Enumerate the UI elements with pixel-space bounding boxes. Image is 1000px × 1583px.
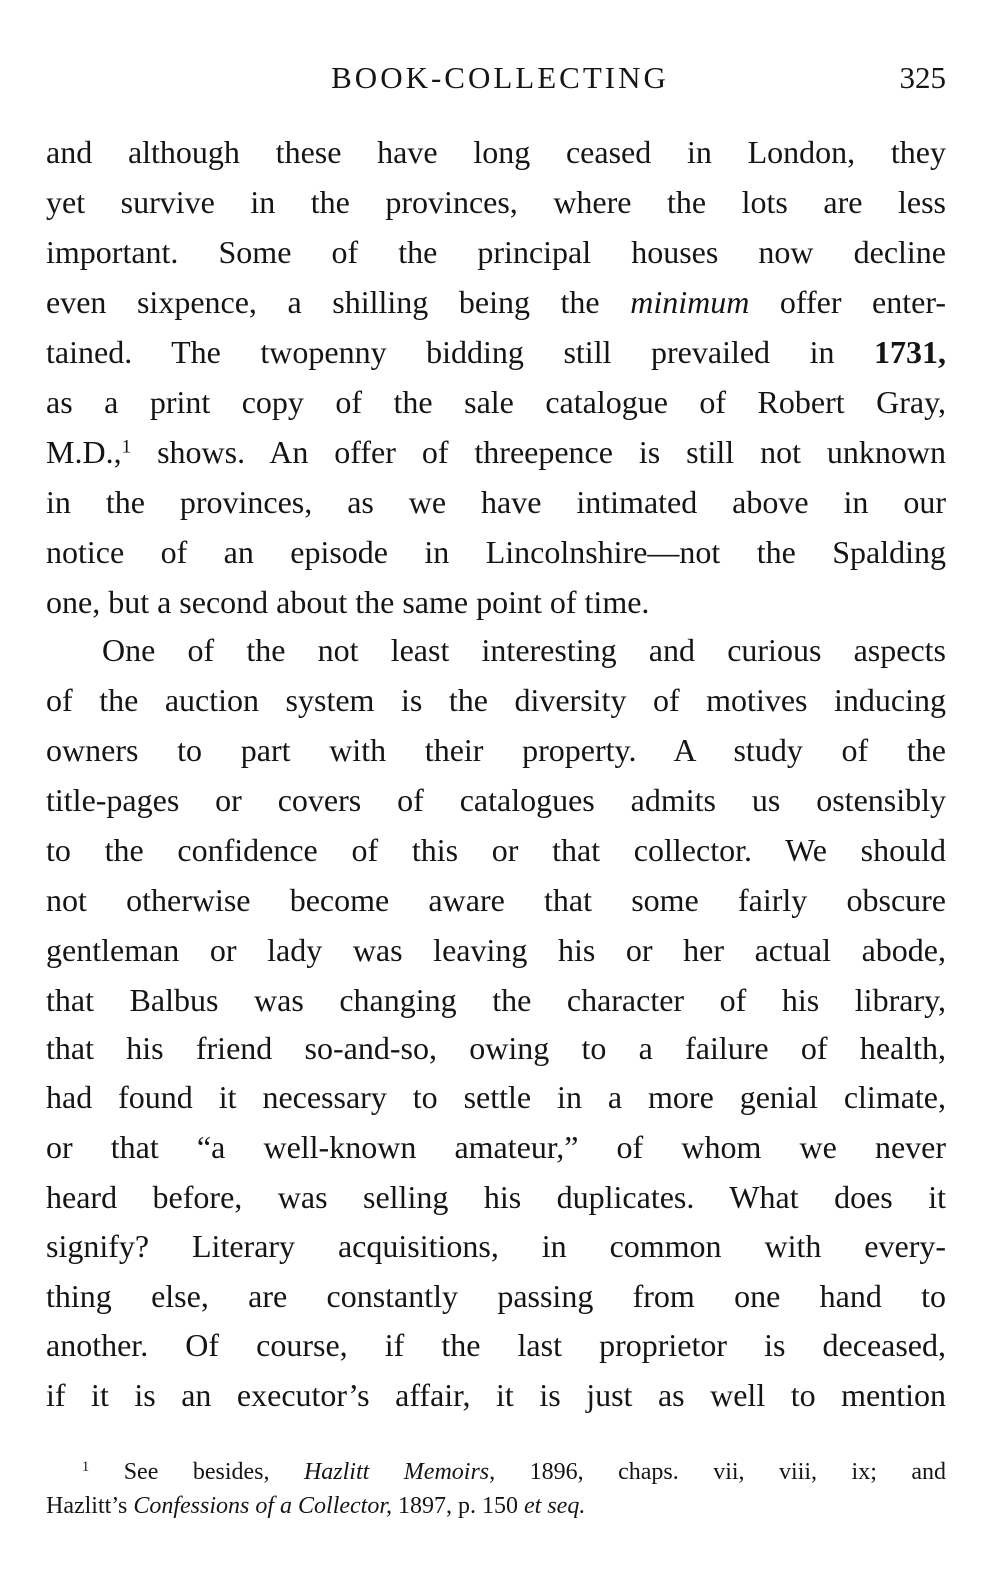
text-line: as a print copy of the sale catalogue of Robert Gray,: [46, 384, 946, 420]
text-line: to the confidence of this or that collector. We should: [46, 832, 946, 868]
text-line: another. Of course, if the last proprietor is deceased,: [46, 1327, 946, 1363]
text-line: important. Some of the principal houses now decline: [46, 234, 946, 270]
text-span: shows. An offer of threepence is still not unknown: [157, 434, 946, 470]
text-span: tained. The twopenny bidding still prevailed in: [46, 334, 835, 370]
text-line: heard before, was selling his duplicates. What does it: [46, 1179, 946, 1215]
text-line: and although these have long ceased in London, they: [46, 134, 946, 170]
text-line: or that “a well-known amateur,” of whom we never: [46, 1129, 946, 1165]
italic-term: et seq.: [524, 1493, 586, 1519]
text-line: title-pages or covers of catalogues admits us ostensibly: [46, 782, 946, 818]
text-span: offer enter-: [779, 284, 946, 320]
text-span: 1897, p. 150: [398, 1493, 519, 1519]
text-line: not otherwise become aware that some fairly obscure: [46, 882, 946, 918]
text-span: 1896, chaps. vii, viii, ix; and: [529, 1459, 946, 1485]
text-span: even sixpence, a shilling being the: [46, 284, 600, 320]
text-line: that Balbus was changing the character of his library,: [46, 982, 946, 1018]
text-span: See besides,: [123, 1459, 270, 1485]
footnote-reference: 1: [121, 436, 132, 458]
year-text: 1731,: [874, 334, 946, 370]
italic-term: minimum: [630, 284, 750, 320]
text-line: that his friend so-and-so, owing to a failure of health,: [46, 1030, 946, 1066]
italic-title: Confessions of a Collector,: [133, 1493, 393, 1519]
footnote-line: [46, 1489, 946, 1523]
text-line: [46, 428, 946, 476]
footnote-line: [82, 1455, 946, 1489]
page-number: 325: [899, 60, 946, 95]
text-line: thing else, are constantly passing from one hand to: [46, 1278, 946, 1314]
italic-title: Hazlitt Memoirs,: [303, 1459, 496, 1485]
text-line: notice of an episode in Lincolnshire—not the Spalding: [46, 534, 946, 570]
text-span: Hazlitt’s: [46, 1493, 128, 1519]
text-line: yet survive in the provinces, where the lots are less: [46, 184, 946, 220]
text-line: had found it necessary to settle in a more genial climate,: [46, 1079, 946, 1115]
text-line: [46, 278, 946, 326]
footnote-marker: 1: [82, 1459, 90, 1476]
text-line: [46, 328, 946, 376]
text-line: if it is an executor’s affair, it is just as well to mention: [46, 1377, 946, 1413]
text-line: One of the not least interesting and curious aspects: [102, 632, 946, 668]
text-line: owners to part with their property. A study of the: [46, 732, 946, 768]
text-line: signify? Literary acquisitions, in common with every-: [46, 1228, 946, 1264]
text-line: one, but a second about the same point of time.: [46, 584, 650, 620]
text-span: M.D.,: [46, 434, 122, 470]
text-line: gentleman or lady was leaving his or her actual abode,: [46, 932, 946, 968]
text-line: of the auction system is the diversity of motives inducing: [46, 682, 946, 718]
running-head: BOOK-COLLECTING: [331, 60, 669, 95]
text-line: in the provinces, as we have intimated above in our: [46, 484, 946, 520]
